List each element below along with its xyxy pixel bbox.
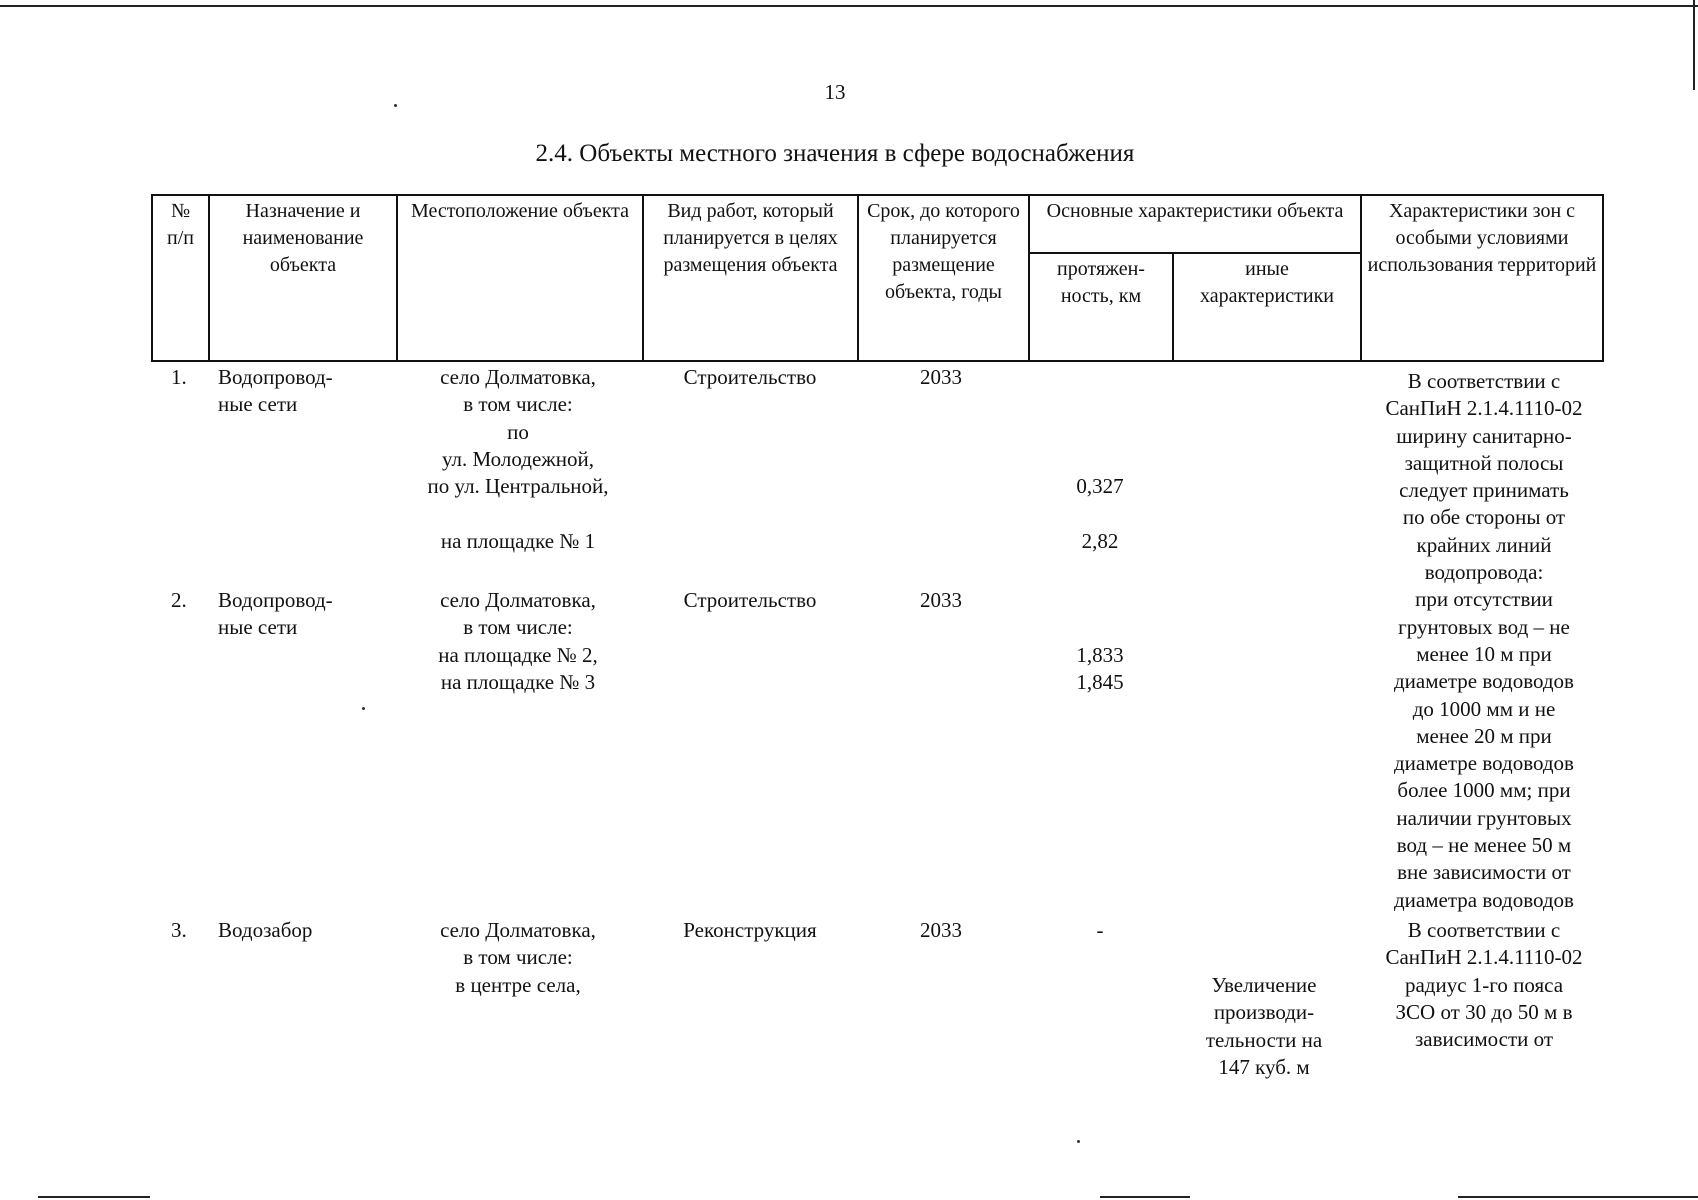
row-3-work: Реконструкция [683, 918, 817, 942]
row-2-work: Строительство [683, 588, 817, 612]
row-3-num: 3. [171, 918, 187, 942]
header-term: Срок, до которого планируется размещение объекта, годы [858, 195, 1029, 361]
scan-bottom-line-right [1458, 1196, 1698, 1198]
scan-bottom-line-left [38, 1196, 150, 1198]
scan-bottom-line-mid [1100, 1196, 1190, 1198]
row-1-num: 1. [171, 365, 187, 389]
row-2-num: 2. [171, 588, 187, 612]
header-location: Местоположение объекта [397, 195, 643, 361]
row-3-location: село Долматовка, в том числе: в центре села, [440, 918, 596, 997]
row-3-other: Увеличение производи- тельности на 147 куб. м [1205, 973, 1323, 1079]
zones-text-water-intake: В соответствии с СанПиН 2.1.4.1110-02 радиус 1-го пояса ЗСО от 30 до 50 м в зависимости от [1385, 918, 1583, 1052]
header-num: № п/п [152, 195, 209, 361]
header-main-characteristics: Основные характеристики объекта [1029, 195, 1361, 253]
header-length: протяжен- ность, км [1029, 253, 1173, 361]
row-3-length: - [1096, 918, 1104, 942]
table-header [151, 194, 1604, 362]
row-1-work: Строительство [683, 365, 817, 389]
row-2-location: село Долматовка, в том числе: на площадке № 2, на площадке № 3 [438, 588, 598, 694]
scan-top-border [0, 5, 1698, 7]
row-2-name: Водопровод- ные сети [218, 588, 333, 640]
page-number: 13 [824, 80, 846, 104]
header-zones: Характеристики зон с особыми условиями использования территорий [1361, 195, 1603, 361]
scan-speck [1077, 1140, 1080, 1143]
zones-text-water-network: В соответствии с СанПиН 2.1.4.1110-02 ширину санитарно- защитной полосы следует принимать по обе стороны от крайних линий водопровода: при отсутствии грунтовых вод – не менее 10 м при диаметре водоводов до 1000 мм и не менее 20 м при диаметре водоводов более 1000 мм; при наличии грунтовых вод – не менее 50 м вне зависимости от диаметра водоводов [1385, 369, 1583, 912]
row-1-year: 2033 [920, 365, 962, 389]
section-title: 2.4. Объекты местного значения в сфере водоснабжения [535, 140, 1135, 167]
row-3-year: 2033 [920, 918, 962, 942]
scan-right-edge [1693, 0, 1695, 90]
scan-speck [362, 707, 365, 710]
row-1-length: 0,327 2,82 [1076, 474, 1124, 553]
row-2-year: 2033 [920, 588, 962, 612]
row-1-location: село Долматовка, в том числе: по ул. Молодежной, по ул. Центральной, на площадке № 1 [427, 365, 609, 553]
header-work-type: Вид работ, который планируется в целях размещения объекта [643, 195, 858, 361]
row-2-length: 1,833 1,845 [1076, 642, 1124, 694]
row-1-name: Водопровод- ные сети [218, 365, 333, 417]
row-3-name: Водозабор [218, 918, 313, 942]
header-name: Назначение и наименование объекта [209, 195, 397, 361]
header-other: иные характеристики [1173, 253, 1361, 361]
